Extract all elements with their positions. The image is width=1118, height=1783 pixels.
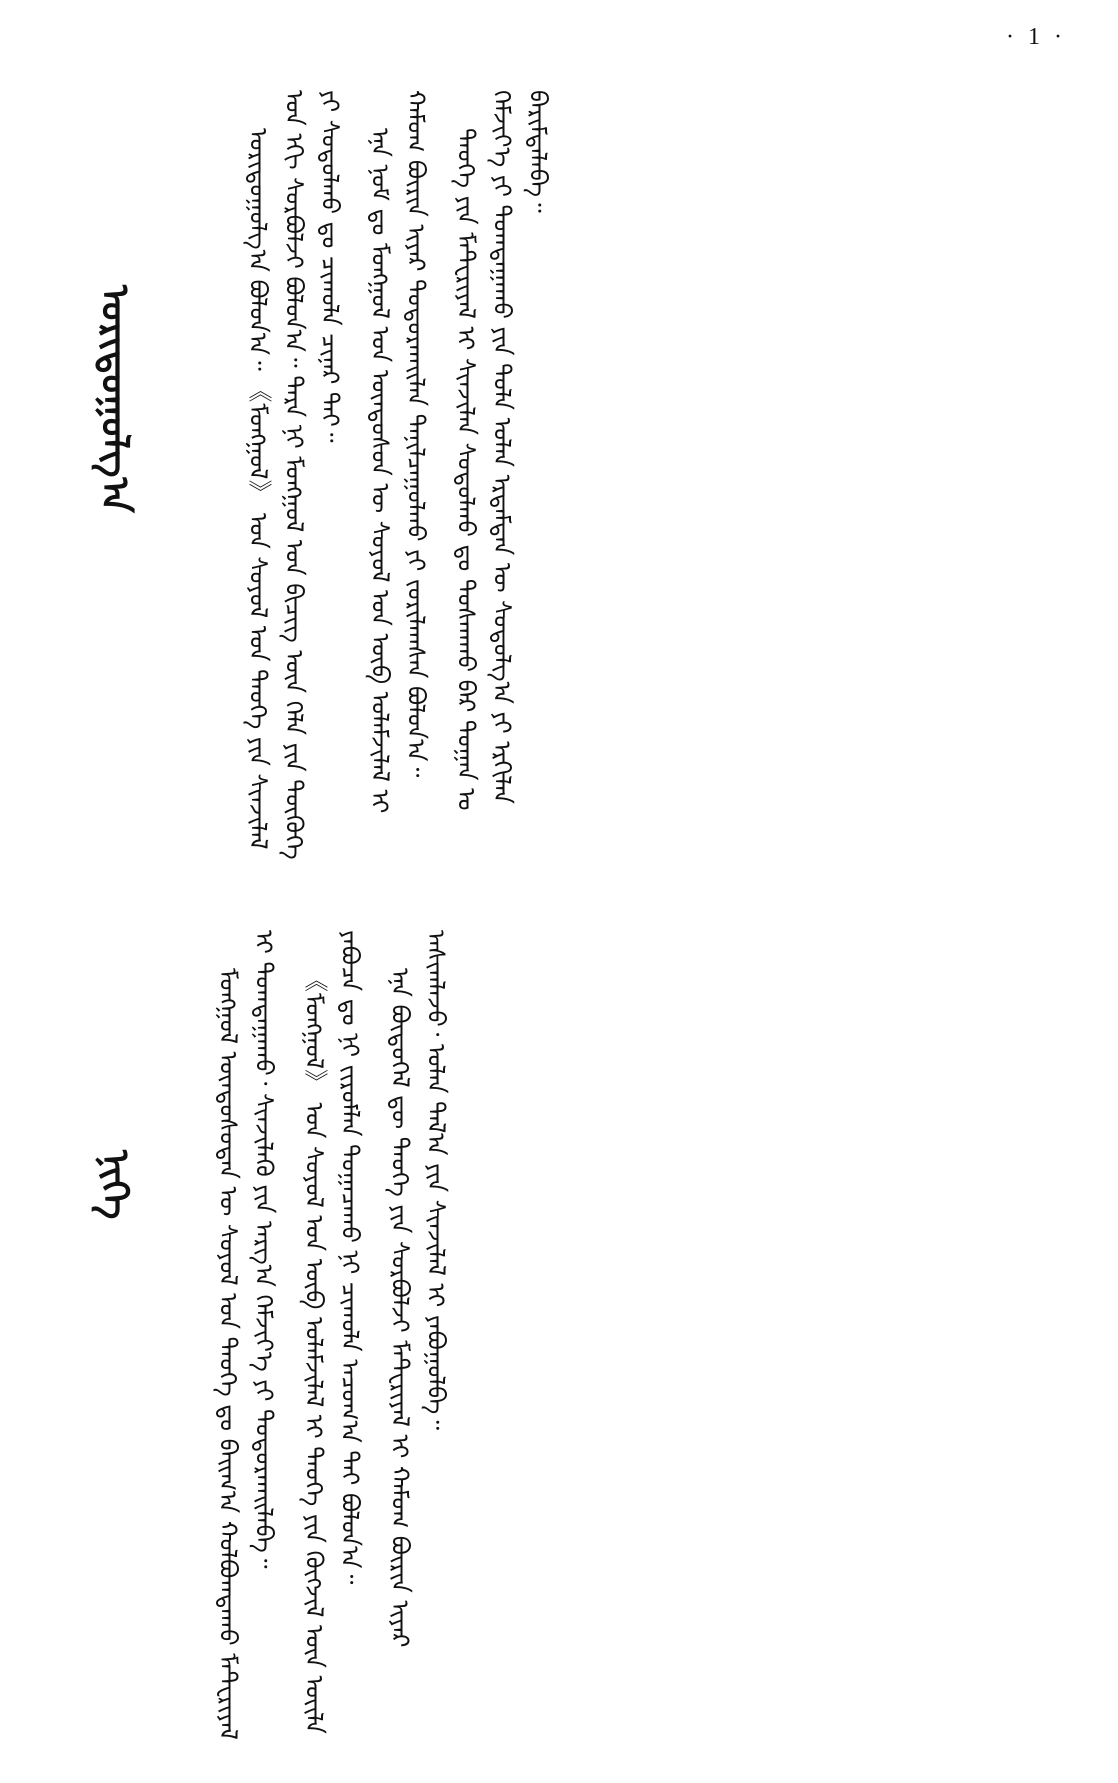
paragraph: ᠤᠷᠢᠳᠤᠭᠤᠯᠭ᠎ᠠ ᠪᠣᠯᠤᠨ᠎ᠠ᠃ 《ᠮᠣᠩᠭᠤᠯ》 ᠤᠨ ᠰᠣᠶᠣᠯ ᠤᠨ ᠲᠡᠦᠬᠡ ᠶᠢᠨ ᠰᠢᠨᠵᠢᠯᠡᠯ ᠤᠨ ᠡᠬᠢ ᠰᠤᠷᠪᠤᠯᠵᠢ ᠪᠣᠯᠤᠨ᠎ᠠ᠃ ᠲᠡᠷᠡ ᠨᠢ ᠮᠣᠩᠭᠤᠯ ᠤᠨ ᠪᠢᠴᠢᠭ ᠦᠨ ᠬᠡᠯᠡ ᠶᠢᠨ ᠲᠦᠭᠦᠬᠡ ᠶᠢ ᠰᠤᠳᠤᠯᠬᠤ ᠳᠤ ᠴᠢᠬᠤᠯᠠ ᠴᠢᠨᠠᠷ ᠲᠠᠢ᠃: [244, 90, 344, 860]
paragraph: ᠲᠡᠦᠬᠡ ᠶᠢᠨ ᠮᠠᠲ᠋ᠧᠷᠢᠶᠠᠯ ᠢ ᠰᠢᠨᠵᠢᠯᠡᠨ ᠰᠣᠳᠤᠯᠬᠤ ᠳᠤ ᠳᠤᠰᠬᠠᠬᠤ ᠪᠠᠷ ᠲᠣᠭᠠᠨ ᠤ ᠬᠡᠮᠵᠢᠶ᠎ᠡ ᠶᠢ ᠲᠣᠭᠲᠠᠭᠠᠬᠤ ᠶᠢᠨ ᠲᠤᠯᠠ ᠣᠯᠠᠨ ᠡᠷᠳᠡᠮᠳᠡᠨ ᠦ ᠰᠤᠳᠤᠯᠭ᠎ᠠ ᠶᠢ ᠡᠷᠬᠢᠯᠡᠨ ᠪᠠᠷᠢᠮᠲᠠᠯᠠᠪᠠ᠃: [452, 90, 552, 811]
body-text-bottom: [210, 930, 950, 1750]
section-heading-bottom: ᠨᠢᠭᠡ: [93, 1150, 137, 1220]
body-text-top: [240, 90, 950, 860]
paragraph: ᠡᠨᠡ ᠪᠦᠲᠦᠭᠡᠯ ᠳᠦ ᠲᠡᠦᠬᠡ ᠶᠢᠨ ᠰᠤᠷᠪᠤᠯᠵᠢ ᠮᠠᠲ᠋ᠧᠷᠢᠶᠠᠯ ᠢ ᠬᠠᠮᠤᠭ ᠪᠦᠷᠢᠨ ᠢᠶᠡᠷ ᠠᠰᠢᠭᠯᠠᠵᠤ᠂ ᠣᠯᠠᠨ ᠲᠠᠯ᠎ᠠ ᠶᠢᠨ ᠰᠢᠨᠵᠢᠯᠡᠯ ᠢ ᠶᠠᠪᠤᠭᠤᠯᠪᠠ᠃: [386, 930, 450, 1648]
paragraph: 《ᠮᠣᠩᠭᠤᠯ》 ᠤᠨ ᠰᠣᠶᠣᠯ ᠤᠨ ᠦᠪ ᠤᠯᠠᠮᠵᠢᠯᠠᠯ ᠢ ᠲᠡᠦᠬᠡ ᠶᠢᠨ ᠬᠥᠭᠵᠢᠯ ᠦᠨ ᠦᠢᠯᠡ ᠶᠠᠪᠤᠴᠠ ᠳᠤ ᠨᠢ ᠵᠢᠷᠤᠮᠯᠠᠨ ᠲᠣᠭᠠᠴᠠᠬᠤ ᠨᠢ ᠴᠢᠬᠤᠯᠠ ᠠᠴᠤᠭ᠎ᠠ ᠲᠠᠢ ᠪᠣᠯᠤᠨ᠎ᠠ᠃: [300, 930, 364, 1735]
paragraph: ᠮᠣᠩᠭᠤᠯ ᠦᠨᠳᠦᠰᠦᠲᠡᠨ ᠦ ᠰᠣᠶᠣᠯ ᠤᠨ ᠲᠡᠦᠬᠡ ᠳᠤ ᠪᠠᠢᠭ᠎ᠠ ᠬᠣᠯᠪᠣᠭᠳᠠᠬᠤ ᠮᠠᠲ᠋ᠧᠷᠢᠶᠠᠯ ᠢ ᠲᠣᠭᠲᠠᠭᠠᠬᠤ᠂ ᠰᠢᠨᠵᠢᠯᠡᠬᠦ ᠶᠢᠨ ᠠᠷᠭ᠎ᠠ ᠬᠡᠮᠵᠢᠶ᠎ᠡ ᠶᠢ ᠲᠣᠳᠤᠷᠬᠠᠢᠯᠠᠪᠠ᠃: [214, 930, 278, 1741]
section-heading-top: ᠤᠷᠢᠳᠤᠭᠤᠯᠭ᠎ᠠ: [93, 285, 137, 513]
page-number: · 1 ·: [1006, 24, 1066, 50]
paragraph: ᠡᠨᠡ ᠨᠣᠮ ᠳᠤ ᠮᠣᠩᠭᠤᠯ ᠤᠨ ᠦᠨᠳᠦᠰᠦᠨ ᠦ ᠰᠣᠶᠣᠯ ᠤᠨ ᠦᠪ ᠤᠯᠠᠮᠵᠢᠯᠠᠯ ᠢ ᠬᠠᠮᠤᠭ ᠪᠦᠷᠢᠨ ᠢᠶᠡᠷ ᠲᠣᠳᠤᠷᠬᠠᠢᠯᠠᠨ ᠲᠠᠨᠢᠯᠴᠠᠭᠤᠯᠬᠤ ᠶᠢ ᠵᠣᠷᠢᠯᠠᠭᠰᠠᠨ ᠪᠣᠯᠤᠨ᠎ᠠ᠃: [366, 90, 430, 814]
